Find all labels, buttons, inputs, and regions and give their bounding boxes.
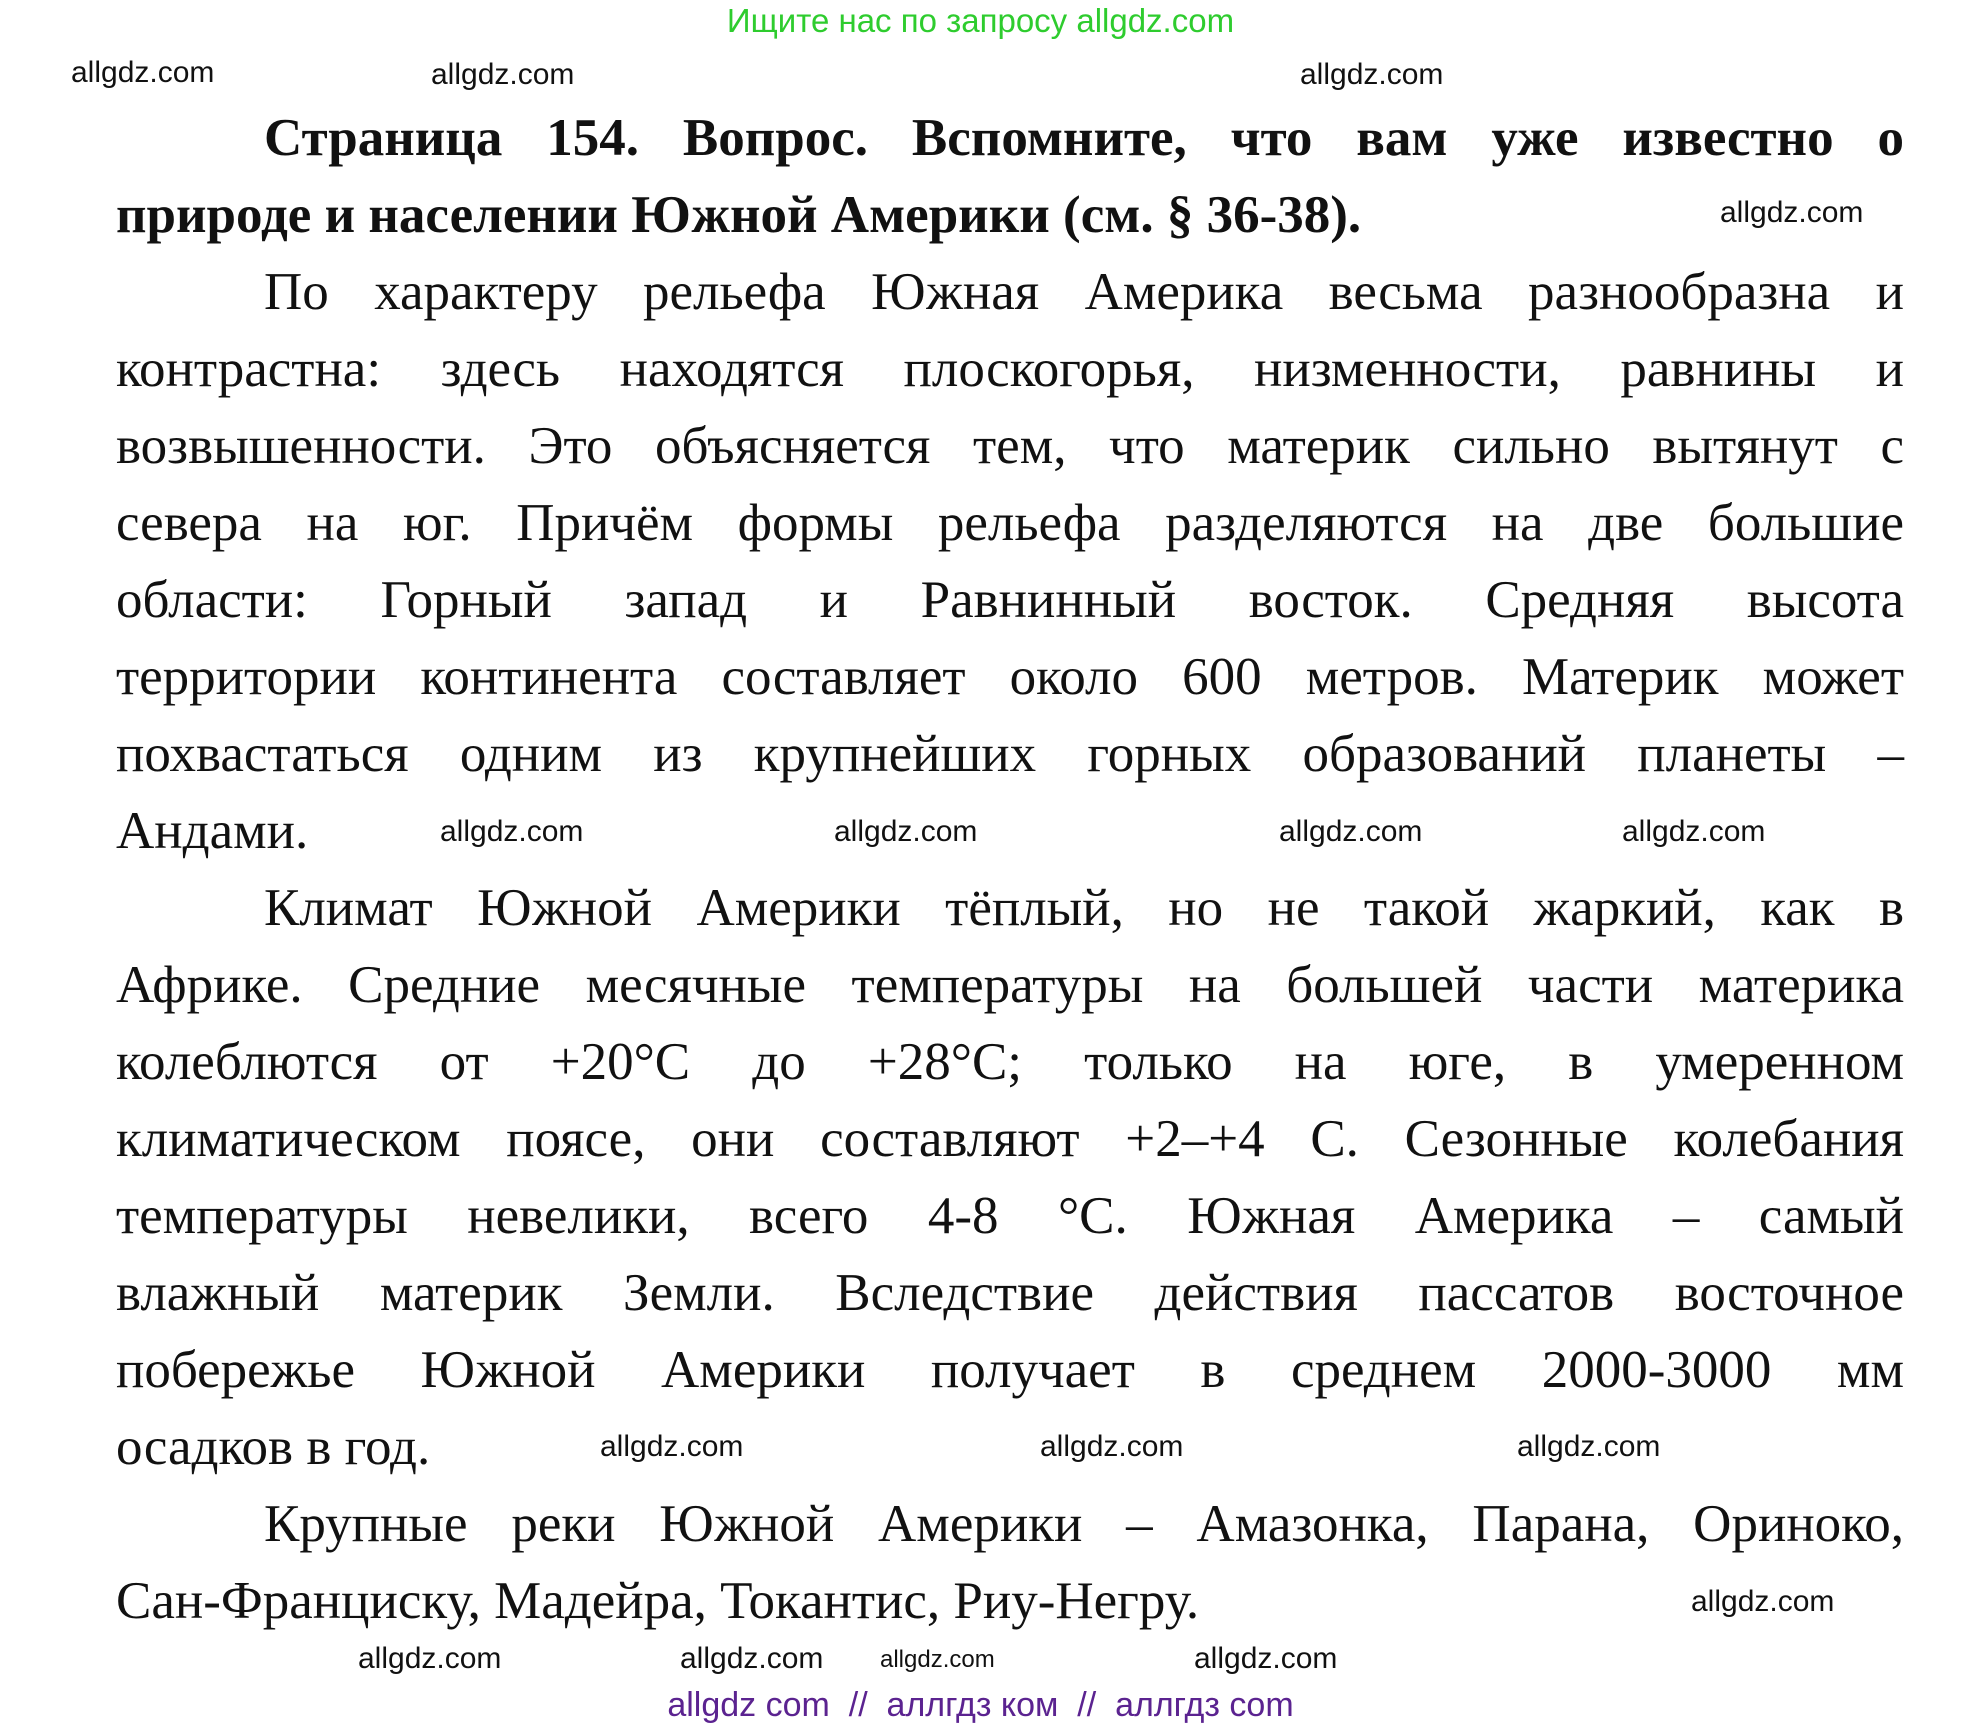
paragraph-line: возвышенности. Это объясняется тем, что материк сильно вытянут с — [116, 417, 1904, 475]
heading-line: Страница 154. Вопрос. Вспомните, что вам уже известно о — [264, 109, 1904, 167]
watermark: allgdz.com — [358, 1642, 502, 1675]
watermark: allgdz.com — [431, 58, 575, 91]
watermark: allgdz.com — [71, 56, 215, 89]
paragraph-line: области: Горный запад и Равнинный восток. Средняя высота — [116, 571, 1904, 629]
paragraph-line: севера на юг. Причём формы рельефа разделяются на две большие — [116, 494, 1904, 552]
paragraph-line: Крупные реки Южной Америки – Амазонка, Парана, Ориноко, — [264, 1495, 1904, 1553]
document-body — [116, 100, 1904, 1640]
paragraph-line: температуры невелики, всего 4-8 °С. Южная Америка – самый — [116, 1187, 1904, 1245]
paragraph-line: колеблются от +20°С до +28°С; только на юге, в умеренном — [116, 1033, 1904, 1091]
watermark: allgdz.com — [440, 815, 584, 848]
paragraph-line: побережье Южной Америки получает в среднем 2000-3000 мм — [116, 1341, 1904, 1399]
paragraph-line: Сан-Франциску, Мадейра, Токантис, Риу-Негру. — [116, 1572, 1200, 1630]
paragraph-line: По характеру рельефа Южная Америка весьма разнообразна и — [264, 263, 1904, 321]
watermark: allgdz.com — [1300, 58, 1444, 91]
watermark: allgdz.com — [1720, 196, 1864, 229]
paragraph-line: влажный материк Земли. Вследствие действия пассатов восточное — [116, 1264, 1904, 1322]
paragraph-line: похвастаться одним из крупнейших горных образований планеты – — [116, 725, 1904, 783]
watermark: allgdz.com — [880, 1646, 995, 1673]
watermark: allgdz.com — [600, 1430, 744, 1463]
paragraph-line: Андами. — [116, 802, 309, 860]
watermark: allgdz.com — [1622, 815, 1766, 848]
paragraph-line: Африке. Средние месячные температуры на большей части материка — [116, 956, 1904, 1014]
watermark: allgdz.com — [1040, 1430, 1184, 1463]
paragraph-line: контрастна: здесь находятся плоскогорья, низменности, равнины и — [116, 340, 1904, 398]
heading-line: природе и населении Южной Америки (см. § 36-38). — [116, 186, 1362, 244]
paragraph-line: климатическом поясе, они составляют +2–+4 С. Сезонные колебания — [116, 1110, 1904, 1168]
paragraph-line: Климат Южной Америки тёплый, но не такой жаркий, как в — [264, 879, 1904, 937]
watermark: allgdz.com — [1194, 1642, 1338, 1675]
paragraph-line: территории континента составляет около 600 метров. Материк может — [116, 648, 1904, 706]
paragraph-line: осадков в год. — [116, 1418, 431, 1476]
watermark: allgdz.com — [1517, 1430, 1661, 1463]
watermark: allgdz.com — [834, 815, 978, 848]
top-banner-link[interactable]: Ищите нас по запросу allgdz.com — [726, 2, 1235, 39]
bottom-banner-links[interactable]: allgdz com // аллгдз ком // аллгдз com — [667, 1686, 1294, 1724]
watermark: allgdz.com — [680, 1642, 824, 1675]
watermark: allgdz.com — [1691, 1585, 1835, 1618]
watermark: allgdz.com — [1279, 815, 1423, 848]
